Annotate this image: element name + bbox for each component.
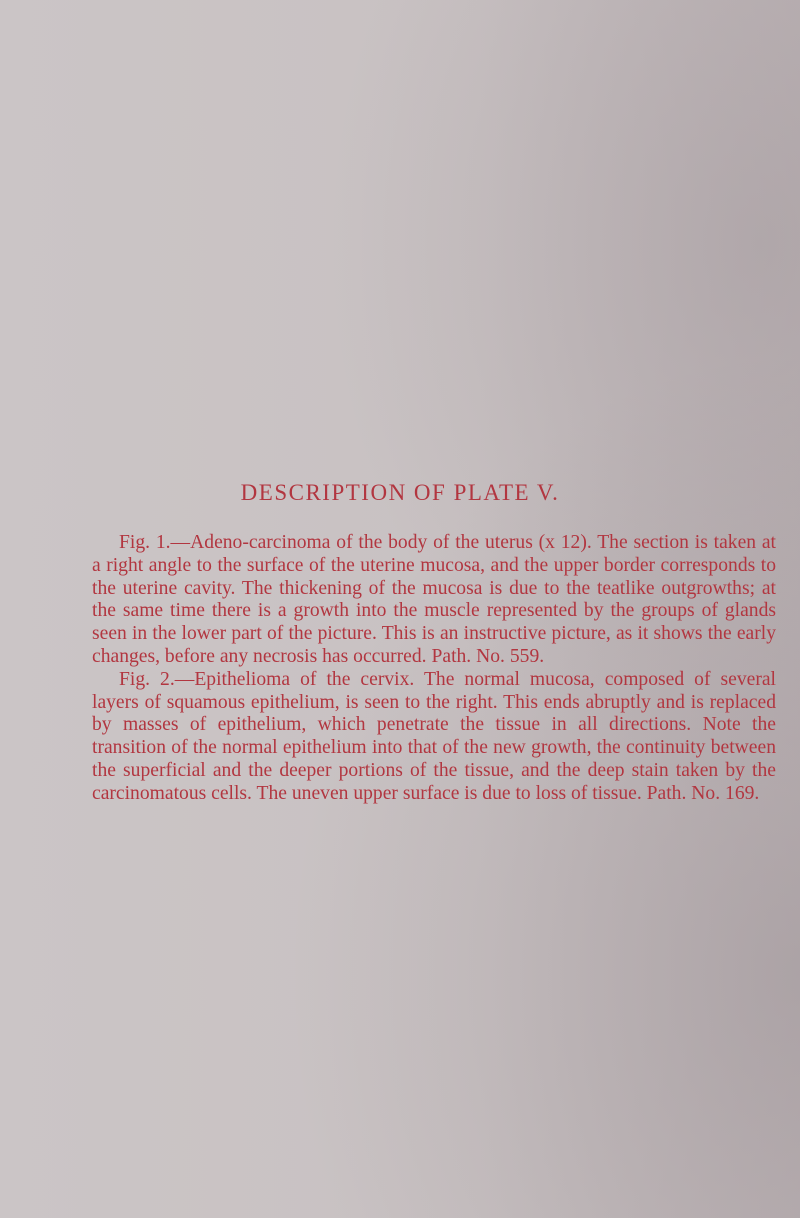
page-title: DESCRIPTION OF PLATE V. <box>240 480 560 505</box>
description-body <box>92 532 776 806</box>
figure-2-description: Fig. 2.—Epithelioma of the cervix. The normal mucosa, composed of several layers of squamous epithelium, is seen to the right. This ends abruptly and is replaced by masses of epithelium, which penetrate the tissue in all directions. Note the transition of the normal epithelium into that of the new growth, the continuity between the superficial and the deeper portions of the tissue, and the deep stain taken by the carcinomatous cells. The uneven upper surface is due to loss of tissue. Path. No. 169. <box>92 668 776 804</box>
figure-1-description: Fig. 1.—Adeno-carcinoma of the body of the uterus (x 12). The section is taken at a right angle to the surface of the uterine mucosa, and the upper border corresponds to the uterine cavity. The thickening of the mucosa is due to the teatlike outgrowths; at the same time there is a growth into the muscle represented by the groups of glands seen in the lower part of the picture. This is an instructive picture, as it shows the early changes, before any necrosis has occurred. Path. No. 559. <box>92 532 776 667</box>
